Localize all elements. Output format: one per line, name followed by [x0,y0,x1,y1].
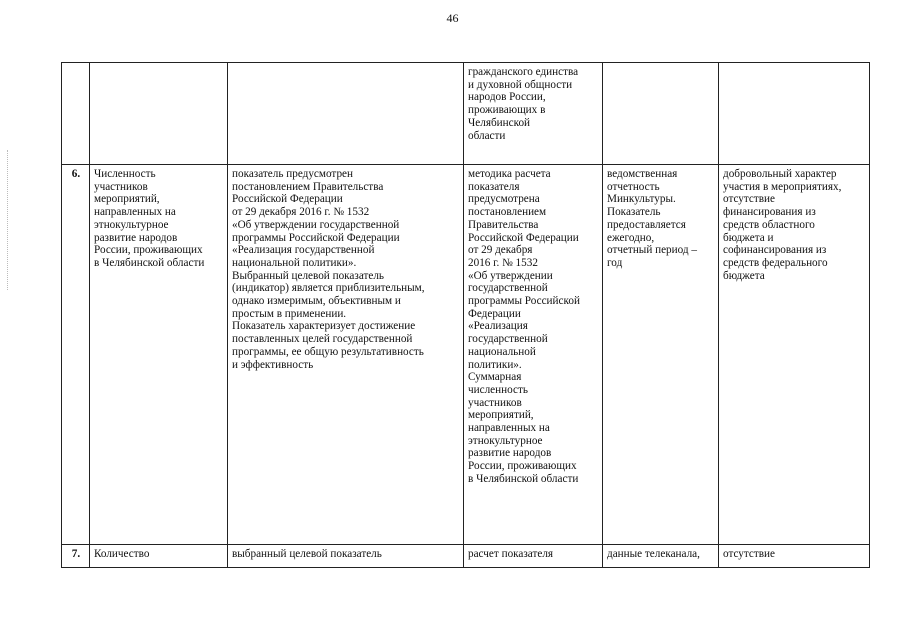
notes-cell: отсутствие [719,545,870,568]
calculation-method-cell: расчет показателя [464,545,603,568]
calculation-method-cell: методика расчета показателя предусмотрена постановлением Правительства Российской Федерации от 29 декабря 2016 г. № 1532 «Об утверждении государственной программы Российской Федерации «Реализация государственной национальной политики». Суммарная численность участников мероприятий, направленных на этнокультурное развитие народов России, проживающих в Челябинской области [464,165,603,545]
table-row [62,63,870,165]
notes-cell: добровольный характер участия в мероприятиях, отсутствие финансирования из средств областного бюджета и софинансирования из средств федерального бюджета [719,165,870,545]
row-number-cell [62,63,90,165]
data-source-cell [603,63,719,165]
indicator-name-cell: Количество [90,545,228,568]
indicator-basis-cell: выбранный целевой показатель [228,545,464,568]
margin-scan-mark [7,150,9,290]
page-number: 46 [446,11,459,25]
indicator-name-cell [90,63,228,165]
indicators-table [61,62,870,568]
data-source-cell: ведомственная отчетность Минкультуры. Показатель предоставляется ежегодно, отчетный период – год [603,165,719,545]
calculation-method-cell: гражданского единства и духовной общности народов России, проживающих в Челябинской области [464,63,603,165]
indicator-basis-cell: показатель предусмотрен постановлением Правительства Российской Федерации от 29 декабря 2016 г. № 1532 «Об утверждении государственной программы Российской Федерации «Реализация государственной национальной политики». Выбранный целевой показатель (индикатор) является приблизительным, однако измеримым, объективным и простым в применении. Показатель характеризует достижение поставленных целей государственной программы, ее общую результативность и эффективность [228,165,464,545]
row-number-cell: 7. [62,545,90,568]
indicator-name-cell: Численность участников мероприятий, направленных на этнокультурное развитие народов России, проживающих в Челябинской области [90,165,228,545]
notes-cell [719,63,870,165]
table-row [62,165,870,545]
row-number-cell: 6. [62,165,90,545]
table-row [62,545,870,568]
data-source-cell: данные телеканала, [603,545,719,568]
indicator-basis-cell [228,63,464,165]
